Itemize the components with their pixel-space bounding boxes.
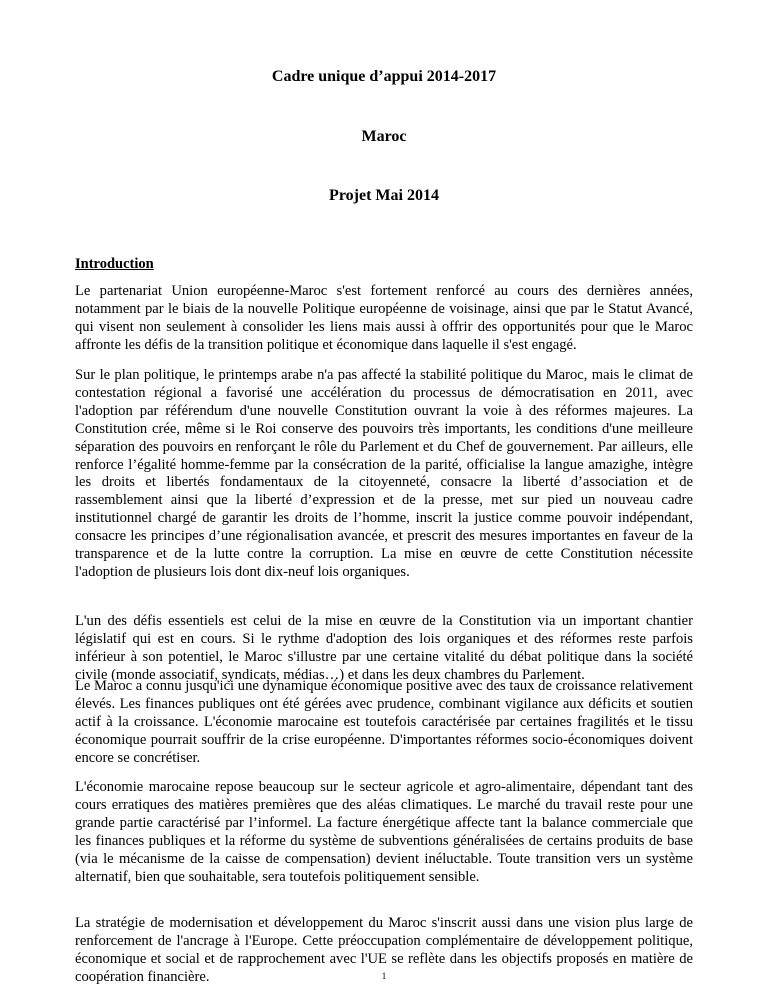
document-title: Cadre unique d’appui 2014-2017 <box>271 68 497 85</box>
document-version: Projet Mai 2014 <box>329 187 439 204</box>
page-number: 1 <box>381 971 387 981</box>
paragraph: Le partenariat Union européenne-Maroc s'est fortement renforcé au cours des dernières années, notamment par le biais de la nouvelle Politique européenne de voisinage, ainsi que par le Statut Avancé, qui visent non seulement à consolider les liens mais aussi à offrir des opportunités pour que le Maroc affronte les défis de la transition politique et économique dans laquelle il s'est engagé. <box>75 283 693 353</box>
section-heading-introduction: Introduction <box>75 256 154 272</box>
paragraph: L'économie marocaine repose beaucoup sur le secteur agricole et agro-alimentaire, dépendant tant des cours erratiques des matières premières que des aléas climatiques. Le marché du travail reste pour une grande partie caractérisé par l’informel. La facture énergétique affecte tant la balance commerciale que les finances publiques et la réforme du système de subventions généralisées de certains produits de base (via le mécanisme de la caisse de compensation) devient inéluctable. Toute transition vers un système alternatif, bien que souhaitable, sera toutefois politiquement sensible. <box>75 779 693 885</box>
document-country: Maroc <box>361 128 407 145</box>
paragraph: L'un des défis essentiels est celui de la mise en œuvre de la Constitution via un important chantier législatif qui est en cours. Si le rythme d'adoption des lois organiques et des réformes reste parfois inférieur à son potentiel, le Maroc s'illustre par une certaine vitalité du débat politique dans la société civile (monde associatif, syndicats, médias…) et dans les deux chambres du Parlement. <box>75 613 693 683</box>
paragraph: Sur le plan politique, le printemps arabe n'a pas affecté la stabilité politique du Maroc, mais le climat de contestation régional a favorisé une accélération du processus de démocratisation en 2011, avec l'adoption par référendum d'une nouvelle Constitution ouvrant la voie à des réformes majeures. La Constitution crée, même si le Roi conserve des pouvoirs très importants, les conditions d'une meilleure séparation des pouvoirs en renforçant le rôle du Parlement et du Chef de gouvernement. Par ailleurs, elle renforce l’égalité homme-femme par la consécration de la parité, officialise la langue amazighe, intègre les droits et libertés fondamentaux de la citoyenneté, consacre la liberté d’association et de rassemblement ainsi que la liberté d’expression et de la presse, met sur pied un nouveau cadre institutionnel chargé de garantir les droits de l’homme, inscrit la justice comme pouvoir indépendant, consacre les principes d’une régionalisation avancée, et prescrit des mesures importantes en faveur de la transparence et de la lutte contre la corruption. La mise en œuvre de cette Constitution nécessite l'adoption de plusieurs lois dont dix-neuf lois organiques. <box>75 367 693 580</box>
paragraph: Le Maroc a connu jusqu'ici une dynamique économique positive avec des taux de croissance relativement élevés. Les finances publiques ont été gérées avec prudence, combinant vigilance aux déficits et soutien actif à la croissance. L'économie marocaine est toutefois caractérisée par certaines fragilités et le tissu économique pourrait souffrir de la crise européenne. D'importantes réformes socio-économiques doivent encore se concrétiser. <box>75 678 693 766</box>
paragraph: La stratégie de modernisation et développement du Maroc s'inscrit aussi dans une vision plus large de renforcement de l'ancrage à l'Europe. Cette préoccupation complémentaire de développement politique, économique et social et de rapprochement avec l'UE se reflète dans les objectifs proposés en matière de coopération financière. <box>75 915 693 985</box>
